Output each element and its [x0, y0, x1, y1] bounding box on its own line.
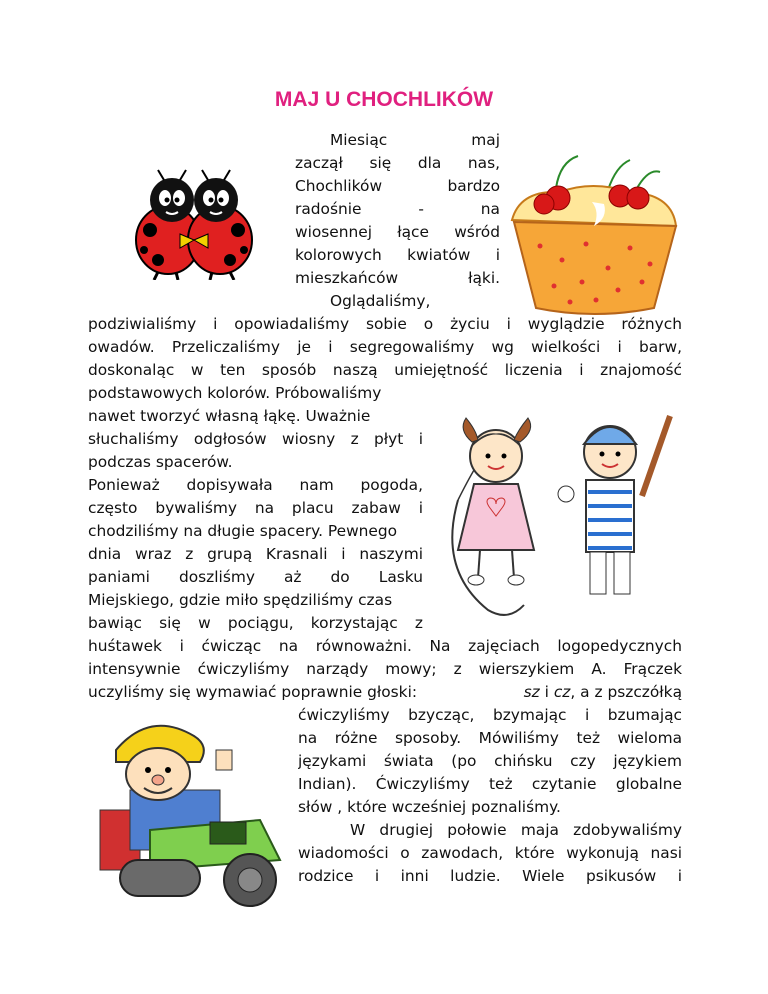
paragraph-line: Miejskiego, gdzie miło spędziliśmy czas [88, 591, 393, 609]
paragraph-line: wiadomości o zawodach, które wykonują nasi [298, 844, 682, 862]
paragraph-line: Miesiąc maj [330, 131, 500, 149]
paragraph-line: ćwiczyliśmy bzycząc, bzymając i bzumając [298, 706, 682, 724]
phoneme-joiner: i [539, 683, 554, 701]
paragraph-line: podziwialiśmy i opowiadaliśmy sobie o życiu i wyglądzie różnych [88, 315, 682, 333]
paragraph-line: zaczął się dla nas, [295, 154, 500, 172]
phonemes-text-before: uczyliśmy się wymawiać poprawnie głoski: [88, 683, 418, 701]
paragraph-line: wiosennej łące wśród [295, 223, 500, 241]
paragraph-line: Chochlików bardzo [295, 177, 500, 195]
paragraph-line: radośnie - na [295, 200, 500, 218]
paragraph-line: słów , które wcześniej poznaliśmy. [298, 798, 561, 816]
phonemes-inline [524, 682, 682, 702]
phoneme-cz: cz [553, 683, 571, 701]
paragraph-line: często bywaliśmy na placu zabaw i [88, 499, 423, 517]
paragraph-line: huśtawek i ćwicząc na równoważni. Na zajęciach logopedycznych [88, 637, 682, 655]
bob-the-builder-illustration [90, 710, 290, 910]
paragraph-line: słuchaliśmy odgłosów wiosny z płyt i [88, 430, 423, 448]
paragraph-line: na różne sposoby. Mówiliśmy też wieloma [298, 729, 682, 747]
paragraph-line: doskonaląc w ten sposób naszą umiejętność liczenia i znajomość [88, 361, 682, 379]
paragraph-line: chodziliśmy na długie spacery. Pewnego [88, 522, 398, 540]
paragraph-line: Oglądaliśmy, [330, 292, 431, 310]
paragraph-line: owadów. Przeliczaliśmy je i segregowaliśmy wg wielkości i barw, [88, 338, 682, 356]
paragraph-line: podstawowych kolorów. Próbowaliśmy [88, 384, 382, 402]
paragraph-line: dnia wraz z grupą Krasnali i naszymi [88, 545, 423, 563]
paragraph-line: podczas spacerów. [88, 453, 233, 471]
paragraph-line: rodzice i inni ludzie. Wiele psikusów i [298, 867, 682, 885]
paragraph-line: językami świata (po chińsku czy językiem [298, 752, 682, 770]
paragraph-line: intensywnie ćwiczyliśmy narządy mowy; z wierszykiem A. Frączek [88, 660, 682, 678]
paragraph-line: kolorowych kwiatów i [295, 246, 500, 264]
paragraph-line: Indian). Ćwiczyliśmy też czytanie globalne [298, 775, 682, 793]
paragraph-line-phonemes [88, 682, 682, 702]
paragraph-line: paniami doszliśmy aż do Lasku [88, 568, 423, 586]
ladybugs-illustration [128, 168, 260, 280]
paragraph-line: nawet tworzyć własną łąkę. Uważnie [88, 407, 371, 425]
paragraph-line: bawiąc się w pociągu, korzystając z [88, 614, 423, 632]
phoneme-sz: sz [523, 683, 540, 701]
page-title: MAJ U CHOCHLIKÓW [274, 88, 494, 111]
paragraph-line: mieszkańców łąki. [295, 269, 500, 287]
phonemes-text-after: , a z pszczółką [570, 683, 682, 701]
cupcake-illustration [500, 150, 684, 320]
paragraph-line: Ponieważ dopisywała nam pogoda, [88, 476, 423, 494]
children-playing-illustration [438, 400, 674, 622]
paragraph-line: W drugiej połowie maja zdobywaliśmy [350, 821, 682, 839]
